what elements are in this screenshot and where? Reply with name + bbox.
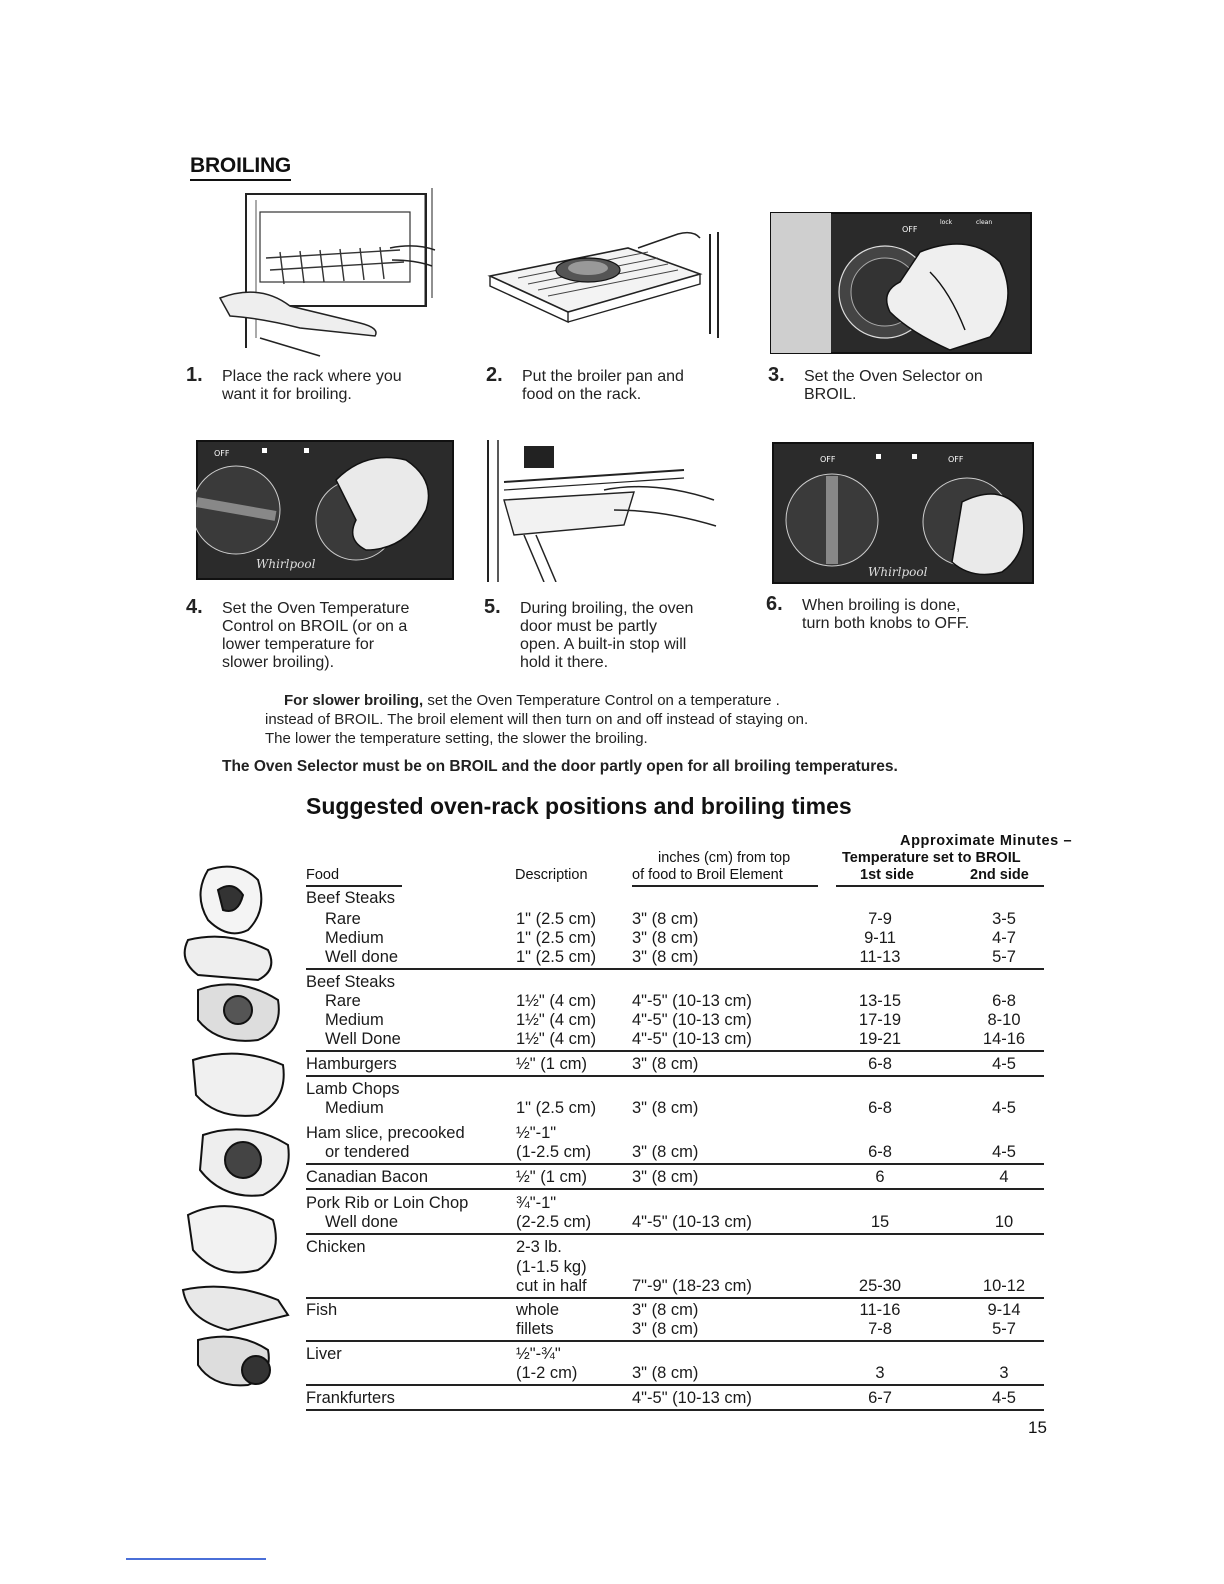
note-lead: For slower broiling, xyxy=(284,692,424,709)
cell-food: or tendered xyxy=(325,1143,410,1161)
cell-first-side: 19-21 xyxy=(858,1030,902,1048)
step-text: open. A built-in stop will xyxy=(520,636,687,653)
cell-food: Well Done xyxy=(325,1030,401,1048)
cell-description: 1½" (4 cm) xyxy=(516,1011,597,1029)
cell-first-side: 3 xyxy=(875,1364,885,1382)
cell-first-side: 6-7 xyxy=(868,1389,892,1407)
cell-food: Chicken xyxy=(306,1238,366,1256)
header-distance-line1: inches (cm) from top xyxy=(658,850,791,866)
step-text: Set the Oven Selector on xyxy=(804,368,983,385)
cell-second-side: 4-5 xyxy=(992,1143,1016,1161)
cell-second-side: 8-10 xyxy=(987,1011,1021,1029)
cell-description: ½"-1" xyxy=(516,1124,557,1142)
cell-first-side: 6 xyxy=(875,1168,885,1186)
page-title: BROILING xyxy=(190,154,291,181)
row-separator xyxy=(306,1075,1044,1077)
svg-text:Whirlpool: Whirlpool xyxy=(868,565,928,579)
header-distance-line2: of food to Broil Element xyxy=(632,867,783,883)
row-separator xyxy=(306,1163,1044,1165)
row-separator xyxy=(306,1297,1044,1299)
cell-second-side: 14-16 xyxy=(982,1030,1026,1048)
step-number: 2. xyxy=(486,364,503,386)
cell-first-side: 6-8 xyxy=(868,1143,892,1161)
svg-text:OFF: OFF xyxy=(948,455,964,464)
cell-description: (2-2.5 cm) xyxy=(516,1213,592,1231)
row-separator xyxy=(306,1384,1044,1386)
cell-food: Frankfurters xyxy=(306,1389,395,1407)
header-temperature-broil: Temperature set to BROIL xyxy=(842,850,1021,866)
step-text: When broiling is done, xyxy=(802,597,961,614)
cell-distance: 3" (8 cm) xyxy=(632,1301,699,1319)
svg-text:OFF: OFF xyxy=(820,455,836,464)
cell-second-side: 3 xyxy=(999,1364,1009,1382)
cell-first-side: 7-9 xyxy=(868,910,892,928)
header-second-side: 2nd side xyxy=(970,867,1029,883)
cell-food: Well done xyxy=(325,1213,399,1231)
header-first-side: 1st side xyxy=(860,867,914,883)
cell-distance: 7"-9" (18-23 cm) xyxy=(632,1277,752,1295)
cell-food: Beef Steaks xyxy=(306,973,395,991)
cell-distance: 3" (8 cm) xyxy=(632,1364,699,1382)
svg-text:OFF: OFF xyxy=(902,225,918,234)
step-number: 6. xyxy=(766,593,783,615)
step-text: Put the broiler pan and xyxy=(522,368,684,385)
step-number: 3. xyxy=(768,364,785,386)
cell-food: Rare xyxy=(325,910,361,928)
slower-broiling-note-line3: The lower the temperature setting, the slower the broiling. xyxy=(265,730,648,747)
cell-first-side: 9-11 xyxy=(864,929,896,947)
cell-food: Lamb Chops xyxy=(306,1080,400,1098)
cell-first-side: 7-8 xyxy=(868,1320,892,1338)
cell-second-side: 9-14 xyxy=(987,1301,1021,1319)
cell-distance: 3" (8 cm) xyxy=(632,929,699,947)
cell-food: Pork Rib or Loin Chop xyxy=(306,1194,469,1212)
slower-broiling-note-line1 xyxy=(284,692,780,710)
cell-distance: 3" (8 cm) xyxy=(632,1055,699,1073)
cell-first-side: 17-19 xyxy=(858,1011,902,1029)
cell-description: 2-3 lb. xyxy=(516,1238,562,1256)
step-text: During broiling, the oven xyxy=(520,600,694,617)
cell-food: Hamburgers xyxy=(306,1055,397,1073)
cell-food: Canadian Bacon xyxy=(306,1168,429,1186)
broil-warning: The Oven Selector must be on BROIL and the door partly open for all broiling temperatures. xyxy=(222,758,898,775)
footer-rule xyxy=(126,1558,266,1560)
knob-off-label: OFF xyxy=(214,449,230,458)
cell-description: 1" (2.5 cm) xyxy=(516,948,597,966)
oven-rack-illustration xyxy=(200,188,446,360)
page-number: 15 xyxy=(1028,1418,1047,1437)
cell-description: ½" (1 cm) xyxy=(516,1168,587,1186)
cell-first-side: 15 xyxy=(870,1213,890,1231)
step-text: food on the rack. xyxy=(522,386,642,403)
header-approx-minutes: Approximate Minutes – xyxy=(900,833,1073,849)
cell-first-side: 11-13 xyxy=(859,948,901,966)
cell-food: Beef Steaks xyxy=(306,889,395,907)
cell-description: ½" (1 cm) xyxy=(516,1055,587,1073)
cell-distance: 3" (8 cm) xyxy=(632,910,699,928)
cell-food: Rare xyxy=(325,992,361,1010)
note-text: set the Oven Temperature Control on a temperature . xyxy=(423,692,780,709)
header-description: Description xyxy=(515,867,588,883)
header-underline-minutes xyxy=(836,885,1044,887)
step-text: lower temperature for xyxy=(222,636,375,653)
cell-description: 1½" (4 cm) xyxy=(516,1030,597,1048)
cell-food: Ham slice, precooked xyxy=(306,1124,465,1142)
cell-second-side: 4-5 xyxy=(992,1055,1016,1073)
svg-text:clean: clean xyxy=(976,219,993,226)
cell-second-side: 10 xyxy=(994,1213,1014,1231)
cell-description: ¾"-1" xyxy=(516,1194,557,1212)
cell-second-side: 5-7 xyxy=(992,1320,1016,1338)
oven-selector-knob-illustration xyxy=(770,212,1032,354)
cell-description: (1-2.5 cm) xyxy=(516,1143,592,1161)
cell-food: Medium xyxy=(325,1099,384,1117)
step-text: Control on BROIL (or on a xyxy=(222,618,408,635)
cell-description: ½"-¾" xyxy=(516,1345,561,1363)
step-text: hold it there. xyxy=(520,654,609,671)
row-separator xyxy=(306,968,1044,970)
cell-food: Medium xyxy=(325,929,384,947)
cell-distance: 4"-5" (10-13 cm) xyxy=(632,992,752,1010)
cell-description: 1½" (4 cm) xyxy=(516,992,597,1010)
cell-first-side: 6-8 xyxy=(868,1055,892,1073)
cell-description: 1" (2.5 cm) xyxy=(516,929,597,947)
cell-distance: 4"-5" (10-13 cm) xyxy=(632,1011,752,1029)
cell-distance: 3" (8 cm) xyxy=(632,1099,699,1117)
brand-logo: Whirlpool xyxy=(256,557,316,571)
cell-distance: 3" (8 cm) xyxy=(632,1168,699,1186)
cell-description: cut in half xyxy=(516,1277,587,1295)
cell-distance: 3" (8 cm) xyxy=(632,948,699,966)
cell-description: whole xyxy=(516,1301,560,1319)
step-number: 1. xyxy=(186,364,203,386)
cell-description: 1" (2.5 cm) xyxy=(516,1099,597,1117)
header-underline-distance xyxy=(632,885,818,887)
row-separator xyxy=(306,1188,1044,1190)
step-text: BROIL. xyxy=(804,386,857,403)
temperature-control-illustration xyxy=(196,440,454,580)
both-knobs-off-illustration xyxy=(772,442,1034,584)
cell-description: fillets xyxy=(516,1320,554,1338)
step-text: Set the Oven Temperature xyxy=(222,600,410,617)
cell-distance: 3" (8 cm) xyxy=(632,1143,699,1161)
cell-first-side: 11-16 xyxy=(859,1301,901,1319)
oven-door-open-illustration xyxy=(484,440,720,582)
cell-description: 1" (2.5 cm) xyxy=(516,910,597,928)
broiler-pan-illustration xyxy=(478,214,726,344)
cell-distance: 4"-5" (10-13 cm) xyxy=(632,1389,752,1407)
row-separator xyxy=(306,1233,1044,1235)
cell-first-side: 6-8 xyxy=(868,1099,892,1117)
step-text: slower broiling). xyxy=(222,654,335,671)
slower-broiling-note-line2: instead of BROIL. The broil element will then turn on and off instead of staying on. xyxy=(265,711,809,728)
cell-description: (1-2 cm) xyxy=(516,1364,578,1382)
cell-second-side: 5-7 xyxy=(992,948,1016,966)
step-number: 5. xyxy=(484,596,501,618)
cell-first-side: 25-30 xyxy=(858,1277,902,1295)
cell-food: Fish xyxy=(306,1301,338,1319)
cell-distance: 3" (8 cm) xyxy=(632,1320,699,1338)
cell-first-side: 13-15 xyxy=(858,992,902,1010)
step-text: turn both knobs to OFF. xyxy=(802,615,970,632)
cell-food: Liver xyxy=(306,1345,342,1363)
step-text: Place the rack where you xyxy=(222,368,402,385)
svg-text:lock: lock xyxy=(940,219,953,226)
cell-food: Medium xyxy=(325,1011,384,1029)
table-title: Suggested oven-rack positions and broiling times xyxy=(306,793,852,819)
cell-second-side: 6-8 xyxy=(992,992,1016,1010)
row-separator xyxy=(306,1340,1044,1342)
row-separator xyxy=(306,1409,1044,1411)
step-text: door must be partly xyxy=(520,618,657,635)
cell-distance: 4"-5" (10-13 cm) xyxy=(632,1030,752,1048)
cell-second-side: 4-5 xyxy=(992,1389,1016,1407)
step-text: want it for broiling. xyxy=(222,386,352,403)
cell-second-side: 10-12 xyxy=(982,1277,1026,1295)
step-number: 4. xyxy=(186,596,203,618)
cell-distance: 4"-5" (10-13 cm) xyxy=(632,1213,752,1231)
header-food: Food xyxy=(306,867,340,883)
cell-second-side: 4-7 xyxy=(992,929,1016,947)
food-illustration xyxy=(168,860,302,1392)
header-underline-food xyxy=(306,885,402,887)
cell-second-side: 4 xyxy=(999,1168,1009,1186)
row-separator xyxy=(306,1050,1044,1052)
cell-second-side: 4-5 xyxy=(992,1099,1016,1117)
cell-description: (1-1.5 kg) xyxy=(516,1258,587,1276)
cell-food: Well done xyxy=(325,948,399,966)
cell-second-side: 3-5 xyxy=(992,910,1016,928)
